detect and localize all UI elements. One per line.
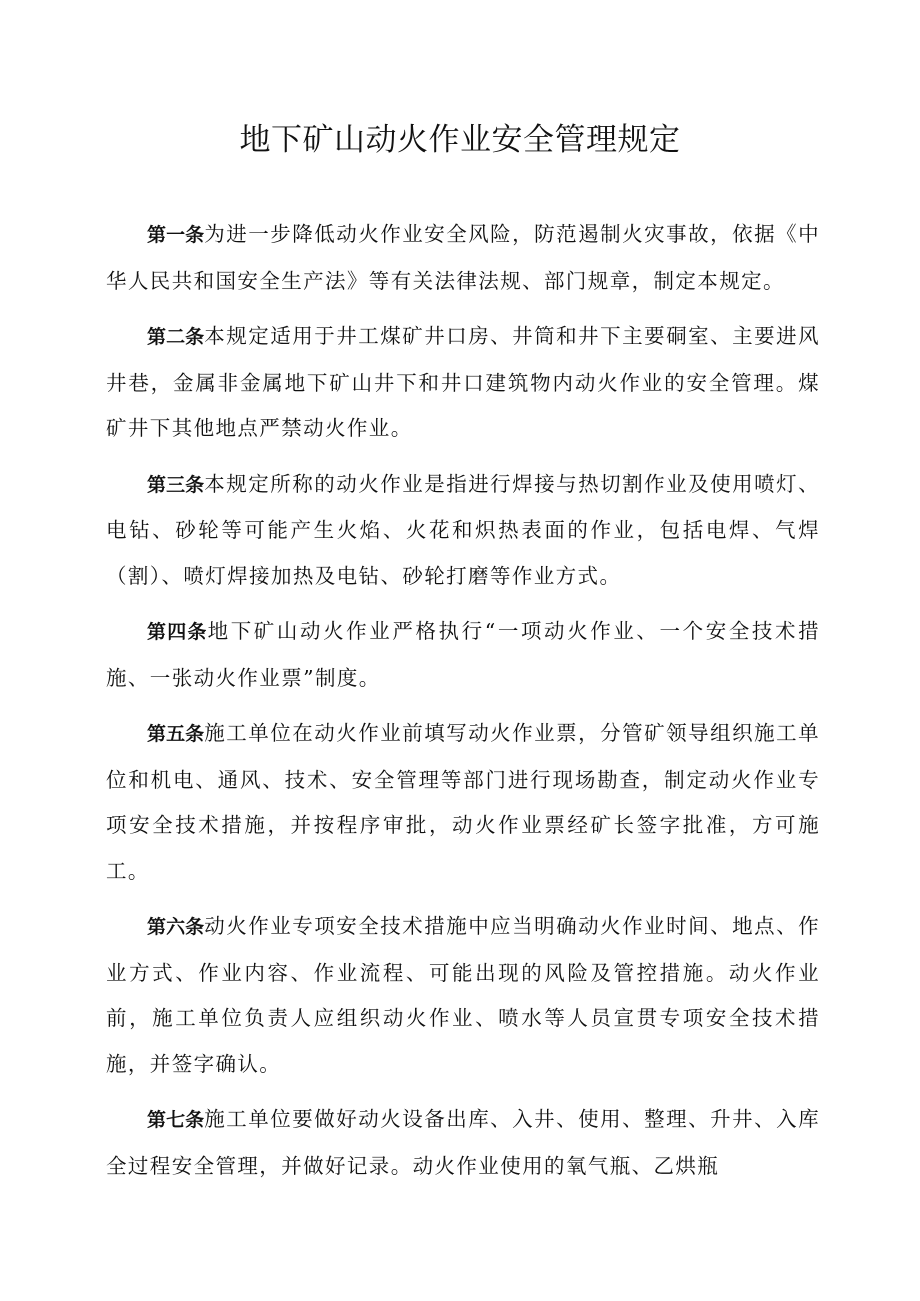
- article-label: 第二条: [147, 326, 205, 348]
- article-3: [106, 462, 820, 600]
- article-label: 第七条: [147, 1109, 205, 1131]
- article-text: 本规定适用于井工煤矿井口房、井筒和井下主要硐室、主要进风井巷，金属非金属地下矿山井下和井口建筑物内动火作业的安全管理。煤矿井下其他地点严禁动火作业。: [106, 324, 820, 440]
- article-text: 本规定所称的动火作业是指进行焊接与热切割作业及使用喷灯、电钻、砂轮等可能产生火焰、火花和炽热表面的作业，包括电焊、气焊（割）、喷灯焊接加热及电钻、砂轮打磨等作业方式。: [106, 471, 820, 588]
- article-label: 第三条: [147, 473, 205, 496]
- article-1: [106, 212, 820, 304]
- article-6: [106, 904, 820, 1087]
- article-label: 第五条: [147, 723, 205, 745]
- article-2: [106, 314, 820, 452]
- article-label: 第四条: [147, 621, 208, 643]
- article-list: [106, 212, 820, 1199]
- article-text: 施工单位要做好动火设备出库、入井、使用、整理、升井、入库全过程安全管理，并做好记录。动火作业使用的氧气瓶、乙烘瓶: [106, 1107, 820, 1178]
- article-7: [106, 1097, 820, 1189]
- article-label: 第六条: [147, 916, 205, 938]
- article-text: 地下矿山动火作业严格执行“一项动火作业、一个安全技术措施、一张动火作业票”制度。: [106, 619, 820, 690]
- article-label: 第一条: [147, 224, 205, 246]
- article-text: 动火作业专项安全技术措施中应当明确动火作业时间、地点、作业方式、作业内容、作业流程、可能出现的风险及管控措施。动火作业前，施工单位负责人应组织动火作业、喷水等人员宣贯专项安全技术措施，并签字确认。: [106, 914, 820, 1076]
- page-title: 地下矿山动火作业安全管理规定: [239, 122, 681, 158]
- article-text: 施工单位在动火作业前填写动火作业票，分管矿领导组织施工单位和机电、通风、技术、安全管理等部门进行现场勘查，制定动火作业专项安全技术措施，并按程序审批，动火作业票经矿长签字批准，方可施工。: [106, 721, 820, 883]
- article-5: [106, 711, 820, 894]
- article-text: 为进一步降低动火作业安全风险，防范遏制火灾事故，依据《中华人民共和国安全生产法》等有关法律法规、部门规章，制定本规定。: [106, 222, 820, 293]
- article-4: [106, 609, 820, 701]
